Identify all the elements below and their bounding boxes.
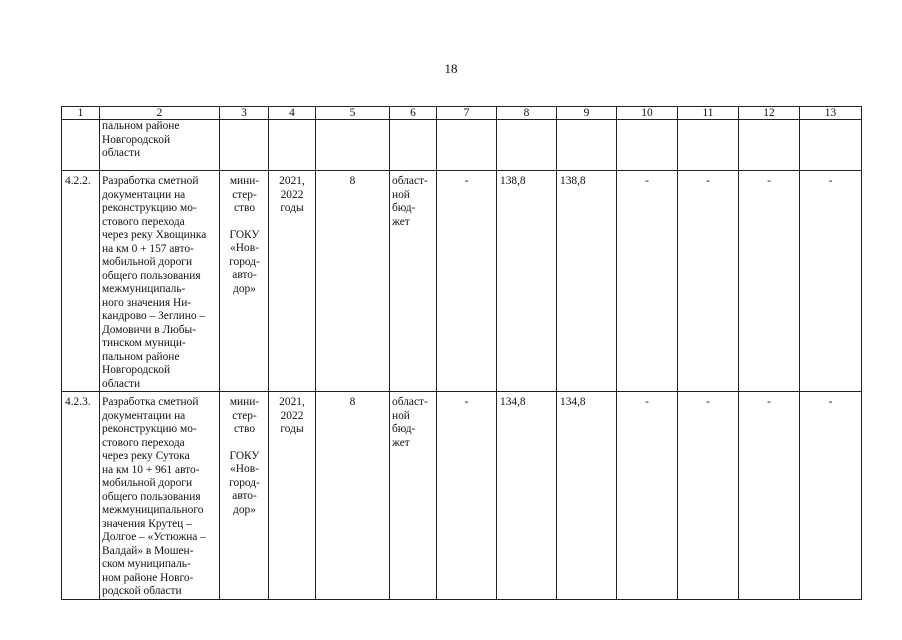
col-header: 7	[437, 107, 497, 120]
col10-cell: -	[617, 392, 678, 600]
col7-cell: -	[437, 392, 497, 600]
col-header: 6	[390, 107, 437, 120]
years-cell: 2021, 2022 годы	[269, 392, 316, 600]
col13-cell: -	[800, 392, 862, 600]
description-cell: Разработка сметной документации на реконструкцию мо- стового перехода через реку Хвощинка на км 0 + 157 авто- мобильной дороги общего пользования межмуниципаль- ного значения Ни- кандрово – Зеглино – Домовичи в Любы- тинском муници- пальном районе Новгородской области	[100, 171, 220, 392]
row-number: 4.2.3.	[62, 392, 100, 600]
col-header: 10	[617, 107, 678, 120]
description-cell: Разработка сметной документации на реконструкцию мо- стового перехода через реку Сутока на км 10 + 961 авто- мобильной дороги общего пользования межмуниципального значения Крутец – Долгое – «Устюжна – Валдай» в Мошен- ском муниципаль- ном районе Новго- родской области	[100, 392, 220, 600]
row-number: 4.2.2.	[62, 171, 100, 392]
col-header: 1	[62, 107, 100, 120]
col-header: 3	[220, 107, 269, 120]
col9-cell: 134,8	[557, 392, 617, 600]
header-row	[62, 107, 862, 120]
col5-cell: 8	[316, 392, 390, 600]
col-header: 4	[269, 107, 316, 120]
col-header: 8	[497, 107, 557, 120]
col11-cell: -	[678, 171, 739, 392]
col9-cell: 138,8	[557, 171, 617, 392]
col-header: 5	[316, 107, 390, 120]
col5-cell: 8	[316, 171, 390, 392]
col-header: 12	[739, 107, 800, 120]
col-header: 13	[800, 107, 862, 120]
description-cell: пальном районе Новгородской области	[100, 120, 220, 171]
col7-cell: -	[437, 171, 497, 392]
source-cell: област- ной бюд- жет	[390, 392, 437, 600]
col8-cell: 138,8	[497, 171, 557, 392]
col-header: 11	[678, 107, 739, 120]
continuation-row	[62, 120, 862, 171]
table-row	[62, 392, 862, 600]
col8-cell: 134,8	[497, 392, 557, 600]
col-header: 9	[557, 107, 617, 120]
col10-cell: -	[617, 171, 678, 392]
executor-cell: мини- стер- ство ГОКУ «Нов- город- авто- дор»	[220, 171, 269, 392]
source-cell: област- ной бюд- жет	[390, 171, 437, 392]
col12-cell: -	[739, 392, 800, 600]
col-header: 2	[100, 107, 220, 120]
table-row	[62, 171, 862, 392]
years-cell: 2021, 2022 годы	[269, 171, 316, 392]
col11-cell: -	[678, 392, 739, 600]
page-number: 18	[444, 61, 458, 76]
col13-cell: -	[800, 171, 862, 392]
program-table	[61, 106, 862, 600]
col12-cell: -	[739, 171, 800, 392]
executor-cell: мини- стер- ство ГОКУ «Нов- город- авто- дор»	[220, 392, 269, 600]
